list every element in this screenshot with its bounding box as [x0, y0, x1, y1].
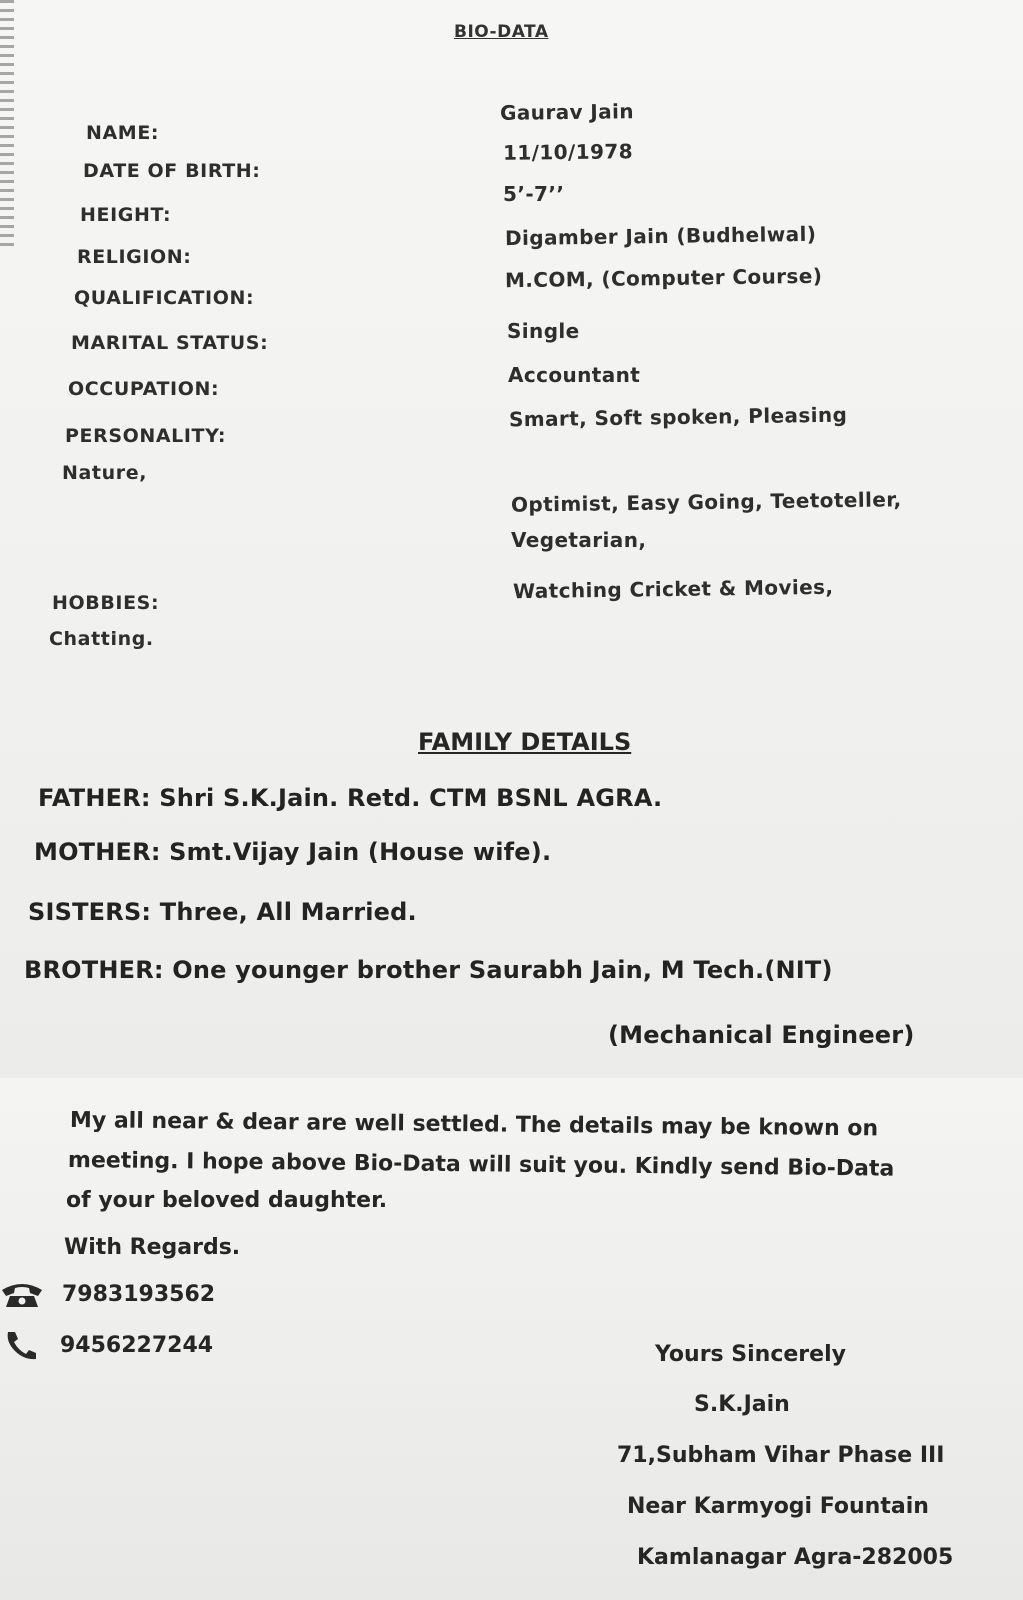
address-line-3: Kamlanagar Agra-282005: [637, 1545, 954, 1570]
signature-name: S.K.Jain: [694, 1392, 790, 1417]
field-value-marital-status: Single: [507, 319, 580, 343]
family-details-heading: FAMILY DETAILS: [418, 728, 632, 756]
personality-line-2: Vegetarian,: [511, 528, 647, 552]
field-value-qualification: M.COM, (Computer Course): [504, 263, 823, 293]
phone-number-2: 9456227244: [60, 1333, 214, 1358]
family-mother: MOTHER: Smt.Vijay Jain (House wife).: [34, 838, 552, 866]
signature-closing: Yours Sincerely: [655, 1342, 846, 1367]
personality-line-1: Optimist, Easy Going, Teetoteller,: [510, 487, 902, 517]
address-line-1: 71,Subham Vihar Phase III: [617, 1443, 945, 1468]
telephone-icon: [0, 1280, 44, 1308]
hobbies-extra: Chatting.: [49, 628, 154, 650]
address-line-2: Near Karmyogi Fountain: [627, 1494, 929, 1519]
field-value-height: 5’-7’’: [503, 182, 565, 206]
message-line-3: of your beloved daughter.: [66, 1188, 388, 1213]
family-brother-note: (Mechanical Engineer): [608, 1021, 915, 1049]
family-sisters: SISTERS: Three, All Married.: [28, 898, 417, 926]
field-label-hobbies: HOBBIES:: [52, 592, 160, 614]
field-label-name: NAME:: [86, 122, 160, 144]
field-label-occupation: OCCUPATION:: [68, 378, 220, 400]
family-brother: BROTHER: One younger brother Saurabh Jain, M Tech.(NIT): [24, 956, 833, 984]
field-label-dob: DATE OF BIRTH:: [83, 160, 261, 182]
message-line-1: My all near & dear are well settled. The details may be known on: [69, 1108, 879, 1142]
field-value-dob: 11/10/1978: [502, 139, 634, 165]
field-value-hobbies: Watching Cricket & Movies,: [512, 574, 834, 604]
field-value-personality: Smart, Soft spoken, Pleasing: [508, 402, 848, 432]
phone-number-1: 7983193562: [62, 1282, 216, 1307]
message-line-2: meeting. I hope above Bio-Data will suit you. Kindly send Bio-Data: [67, 1148, 895, 1182]
field-label-religion: RELIGION:: [77, 246, 192, 268]
document-title: BIO-DATA: [454, 22, 549, 42]
family-father: FATHER: Shri S.K.Jain. Retd. CTM BSNL AGRA.: [38, 784, 663, 812]
field-label-personality: PERSONALITY:: [65, 425, 227, 447]
personality-nature-label: Nature,: [62, 462, 148, 484]
field-value-religion: Digamber Jain (Budhelwal): [504, 221, 817, 251]
field-label-qualification: QUALIFICATION:: [74, 287, 255, 309]
field-label-marital-status: MARITAL STATUS:: [71, 332, 269, 354]
field-value-occupation: Accountant: [508, 363, 641, 387]
phone-handset-icon: [4, 1330, 38, 1360]
regards-text: With Regards.: [64, 1235, 241, 1260]
spiral-binding: [0, 0, 14, 250]
field-label-height: HEIGHT:: [80, 204, 172, 226]
field-value-name: Gaurav Jain: [499, 99, 635, 125]
